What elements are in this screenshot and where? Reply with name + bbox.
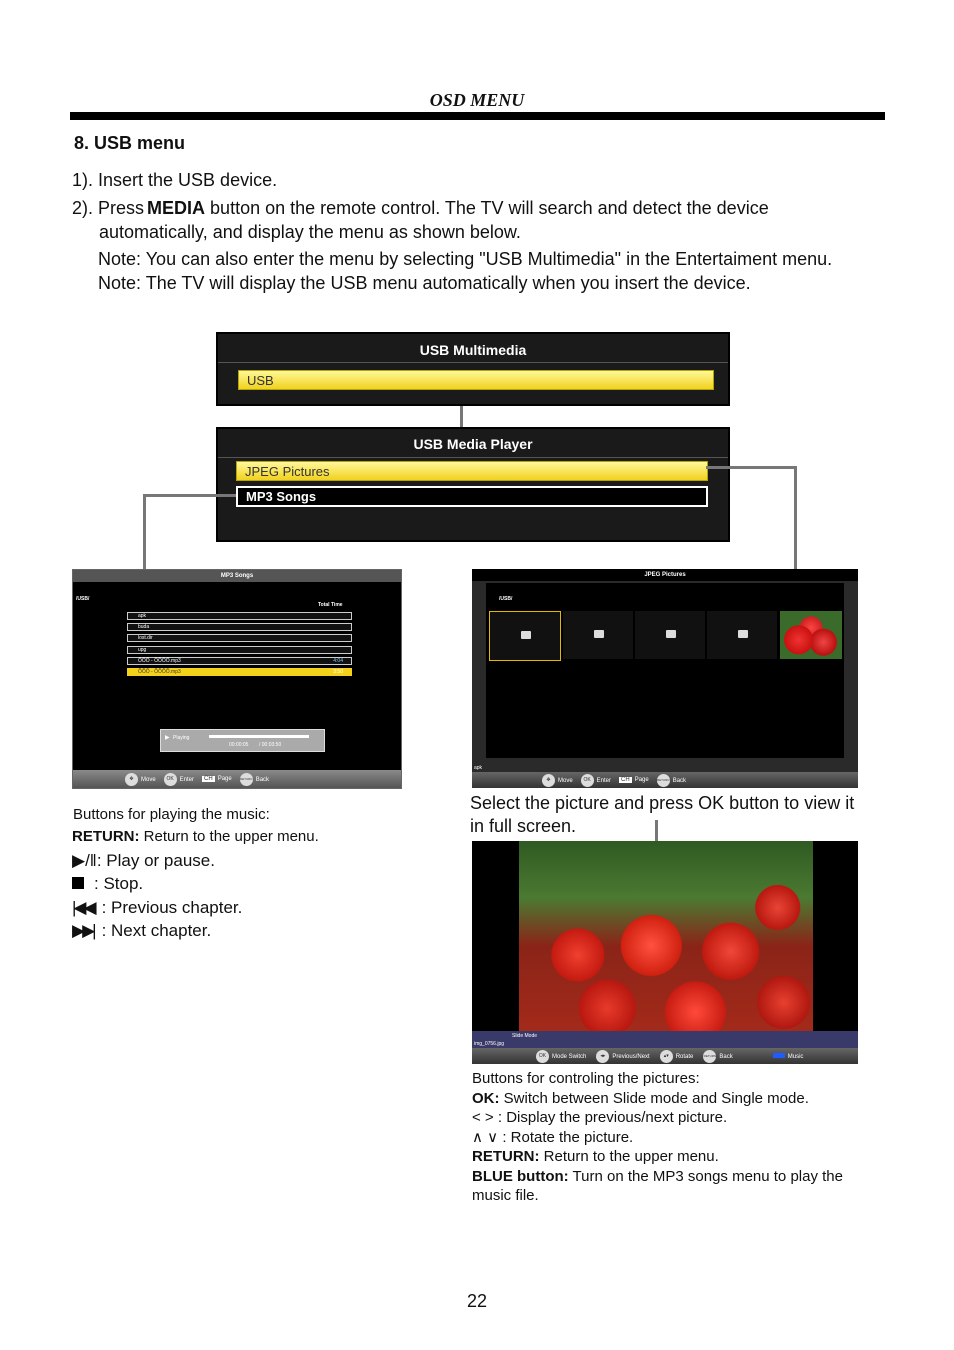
folder-icon: [738, 630, 748, 638]
jpeg-pictures-item[interactable]: JPEG Pictures: [236, 461, 708, 481]
return-icon: RETURN: [240, 773, 253, 786]
next-line: ▶▶| : Next chapter.: [72, 921, 212, 940]
jpeg-bottom-label: apk: [474, 765, 483, 771]
return-icon: RETURN: [657, 774, 670, 787]
photo-footer: [472, 1048, 858, 1064]
mode-switch-hint: OK Mode Switch: [536, 1050, 586, 1063]
picture-help-title: Buttons for controling the pictures:: [472, 1070, 700, 1087]
file-row-selected[interactable]: [127, 668, 352, 676]
usb-multimedia-panel: [216, 332, 730, 406]
dpad-icon: ✥: [542, 774, 555, 787]
folder-icon: [666, 630, 676, 638]
file-name: ÕÕÕ - ÕÕÕÕ.mp3: [138, 669, 181, 675]
usb-media-player-panel: [216, 427, 730, 542]
usb-media-player-title: USB Media Player: [413, 436, 533, 452]
rotate-line: ∧ ∨ : Rotate the picture.: [472, 1129, 634, 1146]
jpeg-pictures-screen: [472, 569, 858, 788]
step-1: 1). Insert the USB device.: [72, 170, 278, 190]
back-hint: RETURN Back: [240, 773, 269, 786]
note-2: Note: The TV will display the USB menu automatically when you insert the device.: [98, 273, 751, 293]
step-2-pre: 2). Press: [72, 198, 145, 218]
connector: [655, 820, 658, 842]
music-help-title: Buttons for playing the music:: [73, 806, 270, 823]
move-hint: ✥ Move: [125, 773, 156, 786]
next-chapter-icon: ▶▶|: [72, 921, 94, 940]
play-icon: ▶: [165, 735, 170, 741]
mp3-footer: [73, 770, 401, 788]
blue-button-icon: [773, 1053, 785, 1058]
note-1: Note: You can also enter the menu by selecting "USB Multimedia" in the Entertaiment menu.: [98, 249, 833, 269]
page-number: 22: [466, 1291, 488, 1311]
mp3-screen-title: MP3 Songs: [73, 570, 401, 582]
back-hint: RETURN Back: [657, 774, 686, 787]
file-row[interactable]: [127, 657, 352, 665]
music-hint: Music: [773, 1053, 804, 1060]
enter-hint: OK Enter: [581, 774, 611, 787]
play-pause-line: ▶/‖: Play or pause.: [72, 851, 215, 870]
connector: [143, 494, 146, 570]
file-name: ÕÕÕ - ÕÕÕÕ.mp3: [138, 658, 181, 664]
media-key: MEDIA: [147, 198, 206, 218]
mp3-path: /USB/: [76, 596, 90, 602]
file-time: 4:04: [333, 658, 343, 664]
file-row[interactable]: upg: [127, 646, 352, 654]
play-pause-icon: ▶/‖: [72, 851, 97, 870]
folder-icon: [521, 631, 531, 639]
connector: [794, 466, 797, 570]
file-row[interactable]: buda: [127, 623, 352, 631]
page-header: OSD MENU: [429, 90, 525, 110]
photo-fullscreen: [472, 841, 858, 1064]
mp3-songs-screen: [72, 569, 402, 789]
jpeg-footer: [472, 772, 858, 788]
blue-button-line-cont: music file.: [472, 1187, 539, 1204]
folder-thumb[interactable]: [707, 611, 777, 659]
select-caption-cont: in full screen.: [470, 816, 577, 836]
connector: [143, 494, 236, 497]
previous-chapter-icon: |◀◀: [72, 898, 94, 917]
tomato-thumb[interactable]: [780, 611, 842, 659]
select-caption: Select the picture and press OK button to view it: [470, 793, 855, 813]
ok-icon: OK: [581, 774, 594, 787]
folder-thumb[interactable]: [489, 611, 561, 661]
return-icon: RETURN: [703, 1050, 716, 1063]
music-return-line: RETURN: Return to the upper menu.: [72, 828, 319, 845]
step-2-cont: automatically, and display the menu as shown below.: [99, 222, 521, 242]
rotate-hint: ▴▾ Rotate: [660, 1050, 694, 1063]
photo-filename: img_0756.jpg: [474, 1041, 505, 1047]
previous-line: |◀◀ : Previous chapter.: [72, 898, 243, 917]
folder-icon: [594, 630, 604, 638]
blue-button-line: BLUE button: Turn on the MP3 songs menu to play the: [472, 1168, 843, 1185]
back-hint: RETURN Back: [703, 1050, 732, 1063]
slide-mode-label: Slide Mode: [512, 1033, 538, 1039]
playing-bar: [160, 729, 325, 752]
header-rule: [70, 112, 885, 120]
elapsed-time: 00:00:05: [229, 742, 249, 748]
step-2: [72, 197, 769, 219]
progress-track: [209, 735, 309, 738]
photo-info-bar: [472, 1031, 858, 1048]
picture-return-line: RETURN: Return to the upper menu.: [472, 1148, 719, 1165]
previous-next-line: < > : Display the previous/next picture.: [472, 1109, 728, 1126]
stop-line: : Stop.: [72, 873, 143, 895]
page-hint: CH Page: [621, 777, 649, 783]
stop-icon: [72, 877, 84, 889]
dpad-icon: ✥: [125, 773, 138, 786]
total-time-label: Total Time: [318, 602, 343, 608]
jpeg-path: /USB/: [499, 596, 513, 602]
folder-thumb[interactable]: [635, 611, 705, 659]
previous-next-hint: ◂▸ Previous/Next: [596, 1050, 649, 1063]
total-time: / 00:03:50: [259, 742, 282, 748]
usb-item[interactable]: USB: [238, 370, 714, 390]
mp3-songs-item[interactable]: MP3 Songs: [236, 486, 708, 507]
section-title: 8. USB menu: [74, 133, 186, 153]
ok-icon: OK: [536, 1050, 549, 1063]
left-right-icon: ◂▸: [596, 1050, 609, 1063]
rotate-icon: ▴▾: [660, 1050, 673, 1063]
ch-icon: CH: [204, 776, 213, 782]
jpeg-screen-title: JPEG Pictures: [472, 569, 858, 581]
connector: [706, 466, 797, 469]
up-down-icon: ∧ ∨: [472, 1129, 499, 1146]
enter-hint: OK Enter: [164, 773, 194, 786]
step-2-post: button on the remote control. The TV will search and detect the device: [210, 198, 769, 218]
ok-icon: OK: [164, 773, 177, 786]
left-right-icon: < >: [472, 1109, 494, 1126]
file-row[interactable]: lost.dir: [127, 634, 352, 642]
connector: [460, 406, 463, 428]
file-time: 3:50: [333, 669, 343, 675]
page-hint: CH Page: [204, 776, 232, 782]
usb-multimedia-title: USB Multimedia: [419, 342, 527, 358]
ch-icon: CH: [621, 777, 630, 783]
folder-thumb[interactable]: [563, 611, 633, 659]
tomato-photo: [519, 841, 813, 1031]
ok-line: OK: Switch between Slide mode and Single mode.: [472, 1090, 809, 1107]
file-row[interactable]: apk: [127, 612, 352, 620]
playing-label: Playing: [173, 735, 190, 741]
move-hint: ✥ Move: [542, 774, 573, 787]
